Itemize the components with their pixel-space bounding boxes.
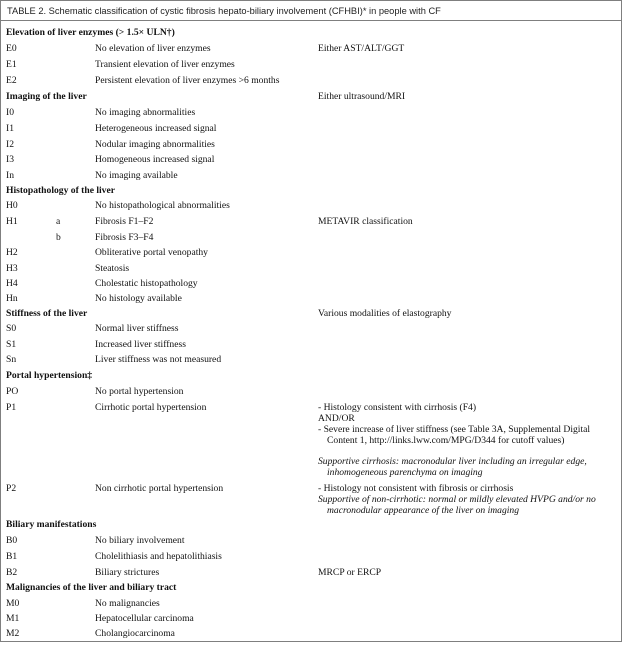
note-line-italic: inhomogeneous parenchyma on imaging bbox=[327, 467, 483, 478]
description-cell: No imaging abnormalities bbox=[95, 107, 196, 118]
code-cell: B2 bbox=[6, 567, 18, 578]
code-cell: P1 bbox=[6, 402, 17, 413]
note-line: - Severe increase of liver stiffness (see Table 3A, Supplemental Digital bbox=[318, 424, 591, 435]
code-cell: I1 bbox=[6, 123, 14, 134]
code-cell: P2 bbox=[6, 483, 17, 494]
code-cell: H2 bbox=[6, 247, 18, 258]
note-cell: METAVIR classification bbox=[318, 216, 413, 227]
description-cell: Increased liver stiffness bbox=[95, 339, 186, 350]
subcode-cell: b bbox=[56, 232, 61, 243]
description-cell: Nodular imaging abnormalities bbox=[95, 139, 215, 150]
table-body-frame bbox=[0, 21, 622, 642]
description-cell: Cholangiocarcinoma bbox=[95, 628, 175, 639]
note-line: AND/OR bbox=[318, 413, 355, 424]
note-line-italic: Supportive of non-cirrhotic: normal or mildly elevated HVPG and/or no bbox=[318, 494, 596, 505]
code-cell: I3 bbox=[6, 154, 14, 165]
code-cell: H1 bbox=[6, 216, 18, 227]
note-cell: Either AST/ALT/GGT bbox=[318, 43, 405, 54]
subcode-cell: a bbox=[56, 216, 61, 227]
description-cell: Transient elevation of liver enzymes bbox=[95, 59, 235, 70]
note-line: - Histology not consistent with fibrosis or cirrhosis bbox=[318, 483, 514, 494]
note-cell: Various modalities of elastography bbox=[318, 308, 452, 319]
section-heading-liver-enzymes: Elevation of liver enzymes (> 1.5× ULN†) bbox=[6, 27, 175, 38]
description-cell: Persistent elevation of liver enzymes >6 months bbox=[95, 75, 280, 86]
description-cell: No malignancies bbox=[95, 598, 160, 609]
code-cell: B1 bbox=[6, 551, 18, 562]
description-cell: Fibrosis F1–F2 bbox=[95, 216, 154, 227]
code-cell: H4 bbox=[6, 278, 18, 289]
description-cell: No biliary involvement bbox=[95, 535, 185, 546]
description-cell: Non cirrhotic portal hypertension bbox=[95, 483, 224, 494]
note-cell: Either ultrasound/MRI bbox=[318, 91, 406, 102]
code-cell: E2 bbox=[6, 75, 17, 86]
code-cell: B0 bbox=[6, 535, 18, 546]
description-cell: Cholestatic histopathology bbox=[95, 278, 198, 289]
section-heading-imaging: Imaging of the liver bbox=[6, 91, 87, 102]
description-cell: No imaging available bbox=[95, 170, 178, 181]
note-line: Content 1, http://links.lww.com/MPG/D344 for cutoff values) bbox=[327, 435, 565, 446]
code-cell: M1 bbox=[6, 613, 20, 624]
description-cell: Heterogeneous increased signal bbox=[95, 123, 217, 134]
description-cell: Biliary strictures bbox=[95, 567, 160, 578]
description-cell: Obliterative portal venopathy bbox=[95, 247, 208, 258]
code-cell: S0 bbox=[6, 323, 17, 334]
code-cell: M0 bbox=[6, 598, 20, 609]
code-cell: I0 bbox=[6, 107, 14, 118]
description-cell: Steatosis bbox=[95, 263, 130, 274]
description-cell: Liver stiffness was not measured bbox=[95, 354, 222, 365]
description-cell: Hepatocellular carcinoma bbox=[95, 613, 194, 624]
note-line: - Histology consistent with cirrhosis (F4) bbox=[318, 402, 477, 413]
section-heading-histopathology: Histopathology of the liver bbox=[6, 185, 115, 196]
description-cell: Cholelithiasis and hepatolithiasis bbox=[95, 551, 222, 562]
code-cell: Sn bbox=[6, 354, 17, 365]
note-line-italic: Supportive cirrhosis: macronodular liver including an irregular edge, bbox=[318, 456, 587, 467]
code-cell: H0 bbox=[6, 200, 18, 211]
code-cell: In bbox=[6, 170, 14, 181]
description-cell: No histopathological abnormalities bbox=[95, 200, 230, 211]
code-cell: E1 bbox=[6, 59, 17, 70]
section-heading-portal-hypertension: Portal hypertension‡ bbox=[6, 370, 93, 381]
description-cell: Fibrosis F3–F4 bbox=[95, 232, 154, 243]
code-cell: E0 bbox=[6, 43, 17, 54]
section-heading-biliary: Biliary manifestations bbox=[6, 519, 97, 530]
code-cell: H3 bbox=[6, 263, 18, 274]
code-cell: PO bbox=[6, 386, 19, 397]
code-cell: M2 bbox=[6, 628, 20, 639]
code-cell: I2 bbox=[6, 139, 14, 150]
description-cell: Homogeneous increased signal bbox=[95, 154, 215, 165]
section-heading-stiffness: Stiffness of the liver bbox=[6, 308, 88, 319]
code-cell: S1 bbox=[6, 339, 17, 350]
description-cell: No histology available bbox=[95, 293, 182, 304]
section-heading-malignancies: Malignancies of the liver and biliary tract bbox=[6, 582, 177, 593]
description-cell: No portal hypertension bbox=[95, 386, 184, 397]
code-cell: Hn bbox=[6, 293, 18, 304]
description-cell: Normal liver stiffness bbox=[95, 323, 179, 334]
table-caption: TABLE 2. Schematic classification of cystic fibrosis hepato-biliary involvement (CFHBI)* in people with CF bbox=[0, 0, 622, 21]
description-cell: Cirrhotic portal hypertension bbox=[95, 402, 207, 413]
description-cell: No elevation of liver enzymes bbox=[95, 43, 211, 54]
note-cell: MRCP or ERCP bbox=[318, 567, 382, 578]
note-line-italic: macronodular appearance of the liver on imaging bbox=[327, 505, 520, 516]
